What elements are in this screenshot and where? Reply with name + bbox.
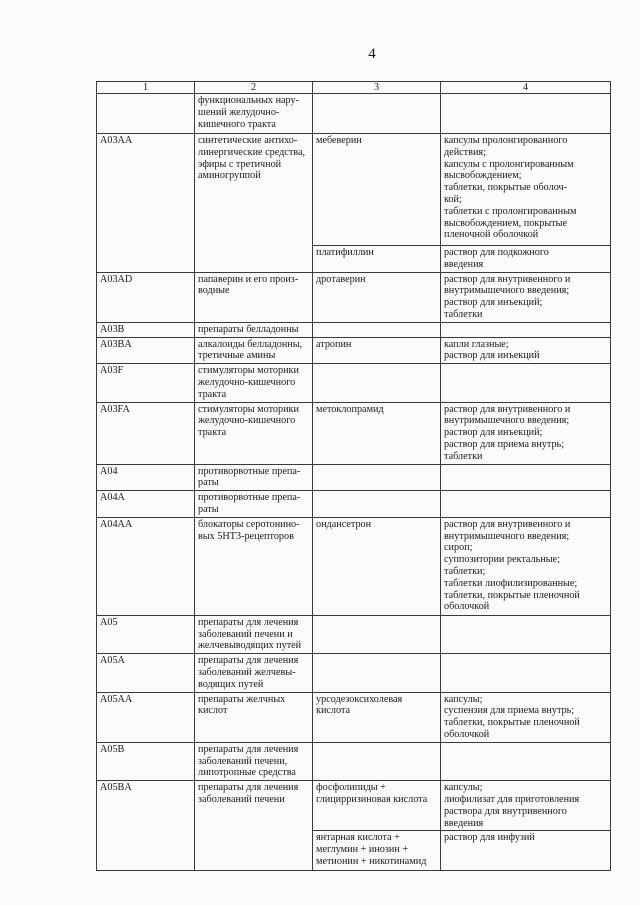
atc-code: A03B bbox=[97, 322, 195, 337]
atc-code: A03FA bbox=[97, 402, 195, 464]
drug-name bbox=[313, 464, 441, 491]
table-row bbox=[97, 322, 611, 337]
drug-name bbox=[313, 742, 441, 780]
atc-code: A04 bbox=[97, 464, 195, 491]
group-name: препараты для лечения заболеваний желчевы- водящих путей bbox=[195, 654, 313, 692]
atc-code: A04AA bbox=[97, 517, 195, 615]
drug-name bbox=[313, 94, 441, 134]
table-row bbox=[97, 781, 611, 831]
dosage-forms bbox=[441, 654, 611, 692]
drug-name bbox=[313, 322, 441, 337]
drug-name bbox=[313, 364, 441, 402]
drug-name: янтарная кислота + меглумин + инозин + метионин + никотинамид bbox=[313, 831, 441, 871]
drug-name: ондансетрон bbox=[313, 517, 441, 615]
dosage-forms bbox=[441, 742, 611, 780]
dosage-forms bbox=[441, 491, 611, 518]
dosage-forms: раствор для внутривенного и внутримышечного введения; сироп; суппозитории ректальные; таблетки; таблетки лиофилизированные; таблетки, покрытые пленочной оболочкой bbox=[441, 517, 611, 615]
atc-code: A03BA bbox=[97, 337, 195, 364]
table-row bbox=[97, 742, 611, 780]
dosage-forms: капсулы; суспензия для приема внутрь; таблетки, покрытые пленочной оболочкой bbox=[441, 692, 611, 742]
dosage-forms: раствор для инфузий bbox=[441, 831, 611, 871]
group-name: алкалоиды белладонны, третичные амины bbox=[195, 337, 313, 364]
atc-code: A03AA bbox=[97, 134, 195, 273]
drug-name bbox=[313, 491, 441, 518]
drug-name: мебеверин bbox=[313, 134, 441, 246]
drug-table bbox=[96, 81, 611, 871]
column-header: 2 bbox=[195, 82, 313, 94]
dosage-forms: раствор для внутривенного и внутримышечного введения; раствор для инъекций; раствор для приема внутрь; таблетки bbox=[441, 402, 611, 464]
dosage-forms bbox=[441, 615, 611, 653]
table-row bbox=[97, 337, 611, 364]
dosage-forms bbox=[441, 322, 611, 337]
table-row bbox=[97, 464, 611, 491]
table-row bbox=[97, 402, 611, 464]
atc-code: A03F bbox=[97, 364, 195, 402]
group-name: стимуляторы моторики желудочно-кишечного тракта bbox=[195, 364, 313, 402]
drug-name: урсодезоксихолевая кислота bbox=[313, 692, 441, 742]
drug-name: атропин bbox=[313, 337, 441, 364]
atc-code: A04A bbox=[97, 491, 195, 518]
dosage-forms: капсулы пролонгированного действия; капсулы с пролонгированным высвобождением; таблетки, покрытые оболоч- кой; таблетки с пролонгированным высвобождением, покрытые пленочной оболочкой bbox=[441, 134, 611, 246]
drug-name: метоклопрамид bbox=[313, 402, 441, 464]
atc-code bbox=[97, 94, 195, 134]
header-row bbox=[97, 82, 611, 94]
atc-code: A03AD bbox=[97, 272, 195, 322]
table-row bbox=[97, 654, 611, 692]
dosage-forms: капли глазные; раствор для инъекций bbox=[441, 337, 611, 364]
group-name: блокаторы серотонино- вых 5НТ3-рецепторов bbox=[195, 517, 313, 615]
dosage-forms bbox=[441, 94, 611, 134]
drug-name: дротаверин bbox=[313, 272, 441, 322]
column-header: 3 bbox=[313, 82, 441, 94]
dosage-forms bbox=[441, 464, 611, 491]
table-row bbox=[97, 272, 611, 322]
table-row bbox=[97, 134, 611, 246]
group-name: препараты белладонны bbox=[195, 322, 313, 337]
group-name: противорвотные препа- раты bbox=[195, 491, 313, 518]
table-row bbox=[97, 364, 611, 402]
table-row bbox=[97, 517, 611, 615]
atc-code: A05A bbox=[97, 654, 195, 692]
dosage-forms bbox=[441, 364, 611, 402]
group-name: препараты желчных кислот bbox=[195, 692, 313, 742]
drug-name bbox=[313, 654, 441, 692]
table-row bbox=[97, 615, 611, 653]
drug-name: фосфолипиды + глицирризиновая кислота bbox=[313, 781, 441, 831]
table-row bbox=[97, 491, 611, 518]
atc-code: A05BA bbox=[97, 781, 195, 871]
drug-name bbox=[313, 615, 441, 653]
group-name: функциональных нару- шений желудочно- кишечного тракта bbox=[195, 94, 313, 134]
group-name: синтетические антихо- линергические средства, эфиры с третичной аминогруппой bbox=[195, 134, 313, 273]
group-name: препараты для лечения заболеваний печени bbox=[195, 781, 313, 871]
dosage-forms: капсулы; лиофилизат для приготовления раствора для внутривенного введения bbox=[441, 781, 611, 831]
atc-code: A05AA bbox=[97, 692, 195, 742]
group-name: препараты для лечения заболеваний печени, липотропные средства bbox=[195, 742, 313, 780]
group-name: папаверин и его произ- водные bbox=[195, 272, 313, 322]
group-name: стимуляторы моторики желудочно-кишечного тракта bbox=[195, 402, 313, 464]
column-header: 4 bbox=[441, 82, 611, 94]
page-number: 4 bbox=[368, 46, 376, 62]
table-row bbox=[97, 94, 611, 134]
column-header: 1 bbox=[97, 82, 195, 94]
dosage-forms: раствор для подкожного введения bbox=[441, 246, 611, 273]
group-name: противорвотные препа- раты bbox=[195, 464, 313, 491]
table-row bbox=[97, 692, 611, 742]
atc-code: A05B bbox=[97, 742, 195, 780]
atc-code: A05 bbox=[97, 615, 195, 653]
dosage-forms: раствор для внутривенного и внутримышечного введения; раствор для инъекций; таблетки bbox=[441, 272, 611, 322]
drug-name: платифиллин bbox=[313, 246, 441, 273]
group-name: препараты для лечения заболеваний печени и желчевыводящих путей bbox=[195, 615, 313, 653]
